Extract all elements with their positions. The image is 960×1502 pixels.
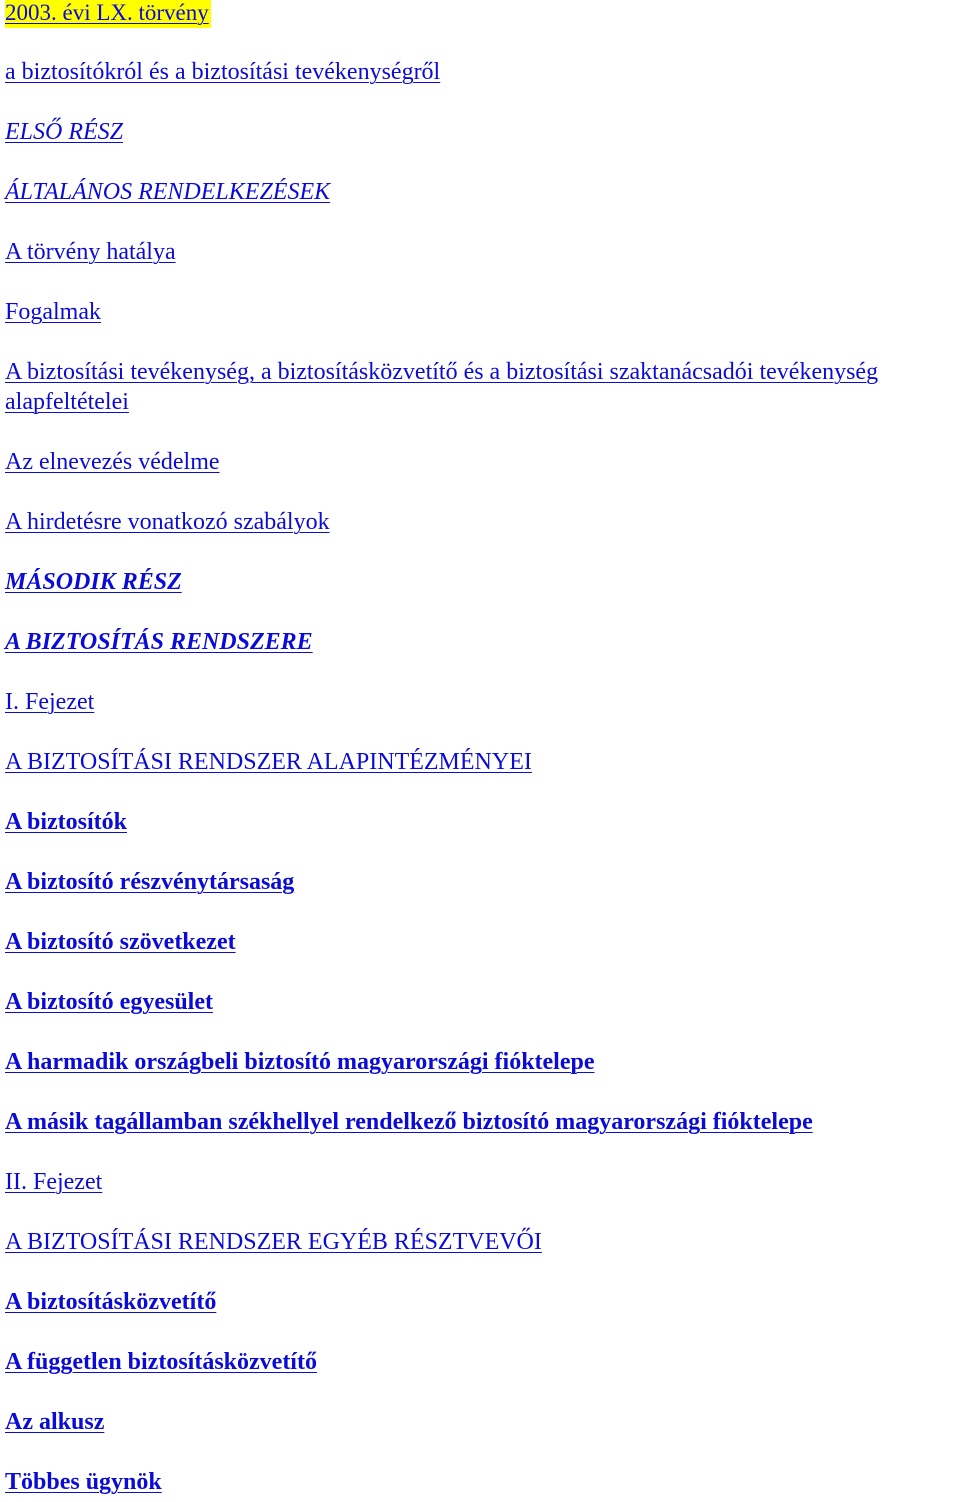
toc-link-third-country-branch[interactable]: A harmadik országbeli biztosító magyarországi fióktelepe: [5, 1049, 595, 1075]
toc-link-broker[interactable]: Az alkusz: [5, 1409, 105, 1435]
toc-link-member-state-branch[interactable]: A másik tagállamban székhellyel rendelkező biztosító magyarországi fióktelepe: [5, 1109, 813, 1135]
toc-link-definitions[interactable]: Fogalmak: [5, 299, 101, 325]
law-title-link[interactable]: 2003. évi LX. törvény: [5, 0, 211, 28]
toc-link-multiple-agent[interactable]: Többes ügynök: [5, 1469, 162, 1495]
toc-link-basic-institutions[interactable]: A BIZTOSÍTÁSI RENDSZER ALAPINTÉZMÉNYEI: [5, 749, 532, 775]
toc-link-part-one[interactable]: ELSŐ RÉSZ: [5, 119, 124, 145]
toc-link-name-protection[interactable]: Az elnevezés védelme: [5, 449, 220, 475]
toc-link-mutual-insurer[interactable]: A biztosító egyesület: [5, 989, 213, 1015]
toc-link-cooperative-insurer[interactable]: A biztosító szövetkezet: [5, 929, 236, 955]
toc-link-intermediary[interactable]: A biztosításközvetítő: [5, 1289, 217, 1315]
toc-link-insurers[interactable]: A biztosítók: [5, 809, 128, 835]
toc-link-insurance-system[interactable]: A BIZTOSÍTÁS RENDSZERE: [5, 629, 313, 655]
toc-link-general-provisions[interactable]: ÁLTALÁNOS RENDELKEZÉSEK: [5, 179, 331, 205]
toc-link-chapter-two[interactable]: II. Fejezet: [5, 1169, 103, 1195]
toc-link-basic-conditions[interactable]: A biztosítási tevékenység, a biztosításközvetítő és a biztosítási szaktanácsadói tevékenység alapfeltételei: [5, 359, 879, 415]
toc-link-chapter-one[interactable]: I. Fejezet: [5, 689, 95, 715]
toc-link-advertising-rules[interactable]: A hirdetésre vonatkozó szabályok: [5, 509, 330, 535]
toc-link-part-two[interactable]: MÁSODIK RÉSZ: [5, 569, 182, 595]
toc-link-independent-intermediary[interactable]: A független biztosításközvetítő: [5, 1349, 317, 1375]
law-subtitle-link[interactable]: a biztosítókról és a biztosítási tevékenységről: [5, 59, 441, 85]
toc-link-joint-stock-insurer[interactable]: A biztosító részvénytársaság: [5, 869, 295, 895]
toc-link-scope[interactable]: A törvény hatálya: [5, 239, 176, 265]
toc-link-other-participants[interactable]: A BIZTOSÍTÁSI RENDSZER EGYÉB RÉSZTVEVŐI: [5, 1229, 542, 1255]
